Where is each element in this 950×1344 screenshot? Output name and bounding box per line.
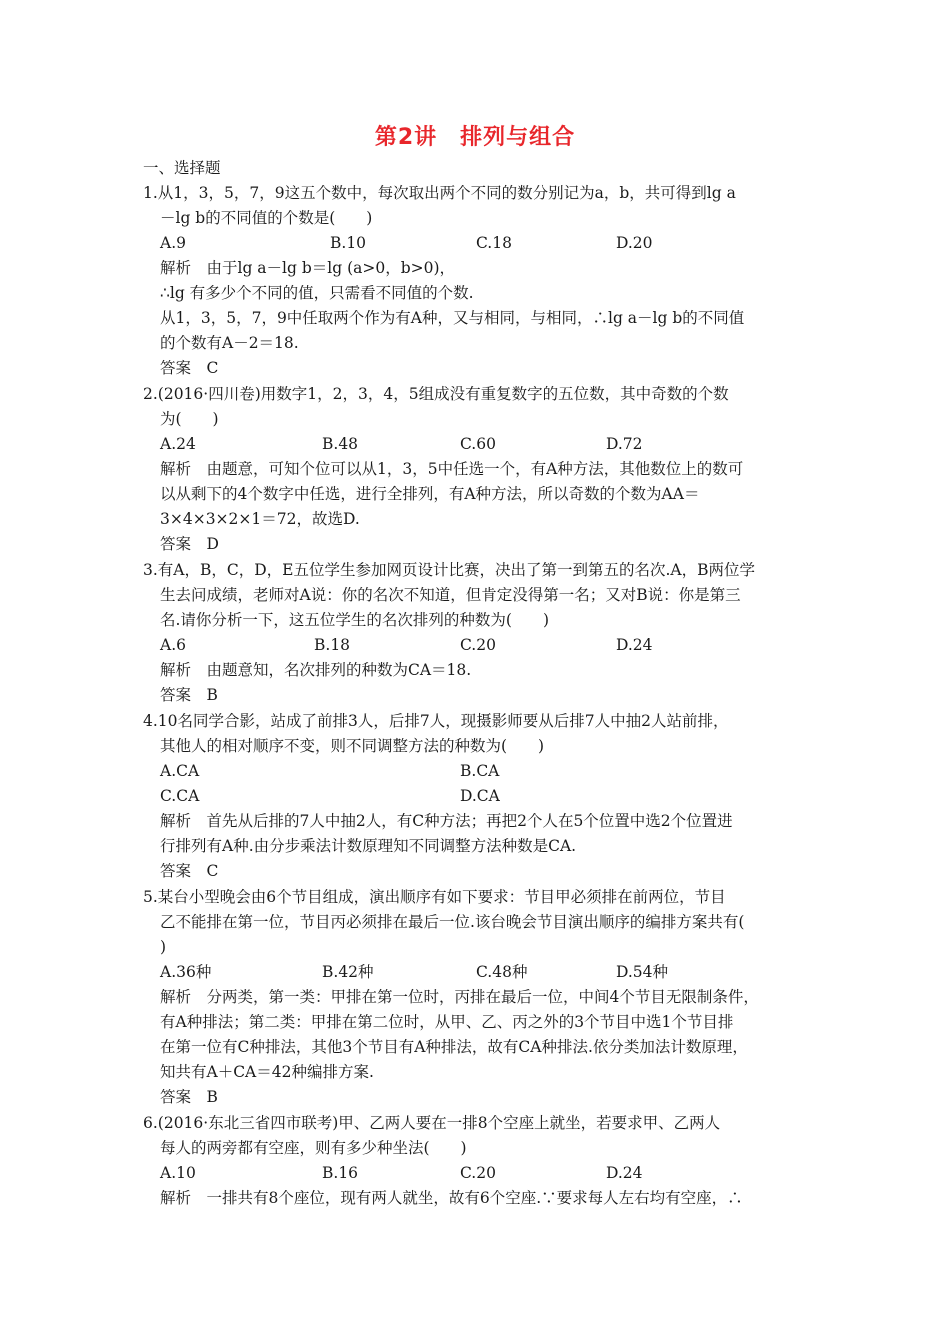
solution-text: 在第一位有C种排法，其他3个节目有A种排法，故有CA种排法.依分类加法计数原理， [160, 1038, 748, 1056]
question-6-text-cont: 每人的两旁都有空座，则有多少种坐法( ) [160, 1139, 467, 1157]
option-a: A.CA [160, 762, 200, 780]
answer-text: 答案 B [160, 1088, 218, 1106]
option-c: C.20 [460, 636, 496, 654]
solution-text: 知共有A＋CA＝42种编排方案. [160, 1063, 374, 1081]
solution-text: 有A种排法；第二类：甲排在第二位时，从甲、乙、丙之外的3个节目中选1个节目排 [160, 1013, 734, 1031]
option-b: B.CA [460, 762, 500, 780]
option-b: B.16 [322, 1164, 359, 1182]
solution-text: 解析 分两类，第一类：甲排在第一位时，丙排在最后一位，中间4个节目无限制条件， [160, 988, 759, 1006]
option-d: D.20 [616, 234, 653, 252]
solution-text: 解析 由题意知，名次排列的种数为CA＝18. [160, 661, 472, 679]
question-4-text: 4.10名同学合影，站成了前排3人，后排7人，现摄影师要从后排7人中抽2人站前排， [143, 712, 729, 730]
option-d: D.CA [460, 787, 500, 805]
option-b: B.18 [314, 636, 351, 654]
question-6-text: 6.(2016·东北三省四市联考)甲、乙两人要在一排8个空座上就坐，若要求甲、乙两人 [143, 1114, 721, 1132]
option-a: A.36种 [160, 963, 212, 981]
option-d: D.54种 [616, 963, 669, 981]
answer-text: 答案 C [160, 359, 219, 377]
question-2-text-cont: 为( ) [160, 410, 219, 428]
option-c: C.60 [460, 435, 496, 453]
question-3-text-cont: 名.请你分析一下，这五位学生的名次排列的种数为( ) [160, 611, 550, 629]
solution-text: 从1，3，5，7，9中任取两个作为有A种，又与相同，与相同，∴lg a－lg b的不同值 [160, 309, 745, 327]
solution-text: 的个数有A－2＝18. [160, 334, 299, 352]
option-a: A.10 [160, 1164, 196, 1182]
section-heading: 一、选择题 [143, 159, 221, 177]
question-3-text: 3.有A，B，C，D，E五位学生参加网页设计比赛，决出了第一到第五的名次.A，B两位学 [143, 561, 755, 579]
answer-text: 答案 C [160, 862, 219, 880]
option-a: A.6 [160, 636, 186, 654]
option-a: A.24 [160, 435, 196, 453]
question-5-text-cont: ) [160, 938, 167, 956]
option-c: C.CA [160, 787, 200, 805]
answer-text: 答案 D [160, 535, 219, 553]
solution-text: 解析 由题意，可知个位可以从1，3，5中任选一个，有A种方法，其他数位上的数可 [160, 460, 744, 478]
option-b: B.42种 [322, 963, 374, 981]
solution-text: 行排列有A种.由分步乘法计数原理知不同调整方法种数是CA. [160, 837, 577, 855]
question-5-text: 5.某台小型晚会由6个节目组成，演出顺序有如下要求：节目甲必须排在前两位，节目 [143, 888, 726, 906]
question-5-text-cont: 乙不能排在第一位，节目丙必须排在最后一位.该台晚会节目演出顺序的编排方案共有( [160, 913, 745, 931]
solution-text: ∴lg 有多少个不同的值，只需看不同值的个数. [160, 284, 474, 302]
page-title: 第2讲 排列与组合 [374, 125, 576, 150]
option-c: C.20 [460, 1164, 496, 1182]
option-b: B.48 [322, 435, 359, 453]
question-1-text-cont: －lg b的不同值的个数是( ) [160, 209, 373, 227]
option-a: A.9 [160, 234, 186, 252]
question-2-text: 2.(2016·四川卷)用数字1，2，3，4，5组成没有重复数字的五位数，其中奇数的个数 [143, 385, 729, 403]
solution-text: 3×4×3×2×1＝72，故选D. [160, 510, 360, 528]
solution-text: 解析 一排共有8个座位，现有两人就坐，故有6个空座.∵要求每人左右均有空座，∴ [160, 1189, 743, 1207]
question-3-text-cont: 生去问成绩，老师对A说：你的名次不知道，但肯定没得第一名；又对B说：你是第三 [160, 586, 741, 604]
solution-text: 以从剩下的4个数字中任选，进行全排列，有A种方法，所以奇数的个数为AA＝ [160, 485, 700, 503]
solution-text: 解析 首先从后排的7人中抽2人，有C种方法；再把2个人在5个位置中选2个位置进 [160, 812, 733, 830]
option-d: D.24 [606, 1164, 643, 1182]
option-c: C.48种 [476, 963, 528, 981]
option-d: D.72 [606, 435, 643, 453]
question-4-text-cont: 其他人的相对顺序不变，则不同调整方法的种数为( ) [160, 737, 545, 755]
question-1-text: 1.从1，3，5，7，9这五个数中，每次取出两个不同的数分别记为a，b，共可得到lg a [143, 184, 736, 202]
option-c: C.18 [476, 234, 512, 252]
solution-text: 解析 由于lg a－lg b＝lg (a>0，b>0)， [160, 259, 456, 277]
option-b: B.10 [330, 234, 367, 252]
option-d: D.24 [616, 636, 653, 654]
answer-text: 答案 B [160, 686, 218, 704]
